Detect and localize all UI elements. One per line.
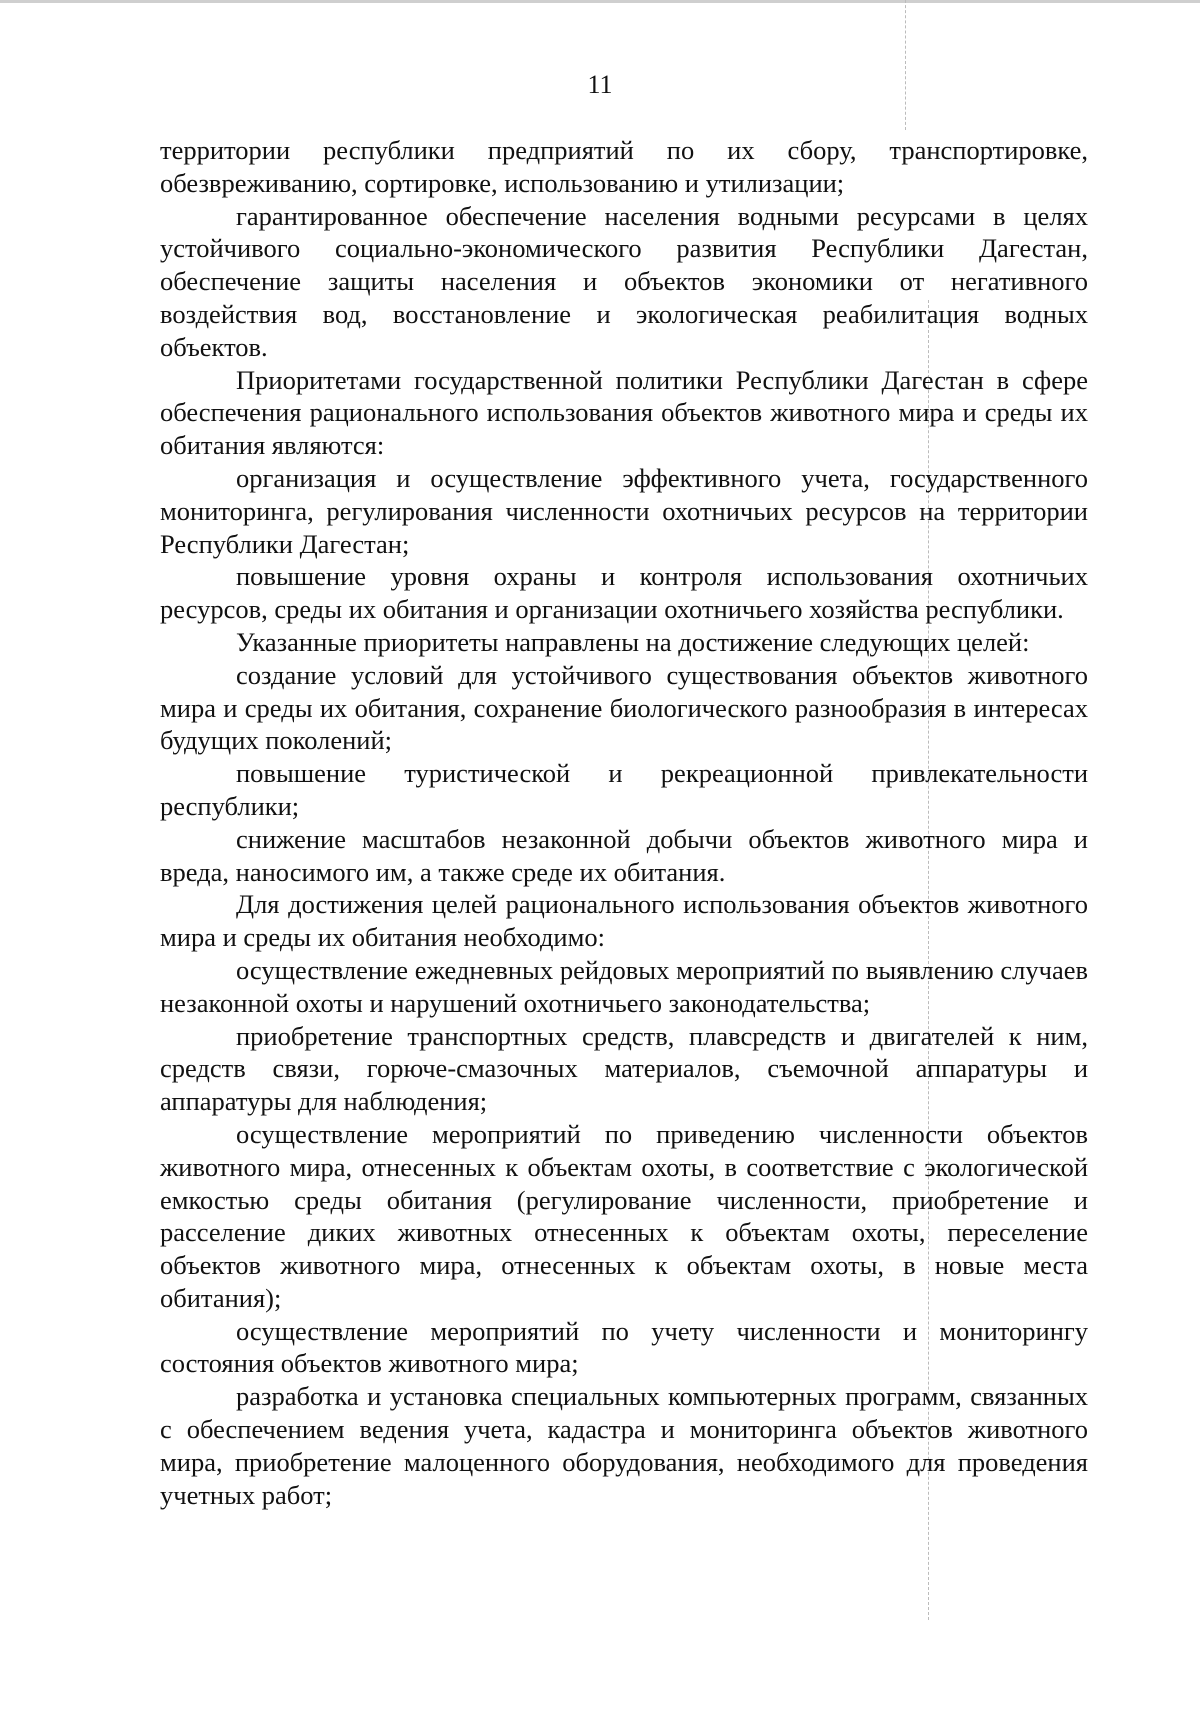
page-number: 11 [587,70,613,99]
paragraph: Приоритетами государственной политики Республики Дагестан в сфере обеспечения рационального использования объектов животного мира и среды их обитания являются: [160,364,1088,461]
paragraph: осуществление мероприятий по учету численности и мониторингу состояния объектов животного мира; [160,1315,1088,1379]
paragraph: приобретение транспортных средств, плавсредств и двигателей к ним, средств связи, горюче-смазочных материалов, съемочной аппаратуры и аппаратуры для наблюдения; [160,1020,1088,1117]
scan-top-edge [0,0,1200,3]
paragraph: снижение масштабов незаконной добычи объектов животного мира и вреда, наносимого им, а также среде их обитания. [160,823,1088,887]
scan-artifact-line [905,0,906,130]
paragraph: территории республики предприятий по их сбору, транспортировке, обезвреживанию, сортировке, использованию и утилизации; [160,135,1088,198]
paragraph: Указанные приоритеты направлены на достижение следующих целей: [236,626,1030,657]
paragraph: гарантированное обеспечение населения водными ресурсами в целях устойчивого социально-экономического развития Республики Дагестан, обеспечение защиты населения и объектов экономики от негативного воздействия вод, восстановление и экологическая реабилитация водных объектов. [160,200,1088,362]
paragraph: осуществление ежедневных рейдовых мероприятий по выявлению случаев незаконной охоты и нарушений охотничьего законодательства; [160,954,1088,1018]
paragraph: повышение туристической и рекреационной привлекательности республики; [160,758,1088,821]
paragraph: Для достижения целей рационального использования объектов животного мира и среды их обитания необходимо: [160,889,1088,953]
paragraph: повышение уровня охраны и контроля использования охотничьих ресурсов, среды их обитания и организации охотничьего хозяйства республики. [160,561,1088,625]
paragraph: разработка и установка специальных компьютерных программ, связанных с обеспечением ведения учета, кадастра и мониторинга объектов животного мира, приобретение малоценного оборудования, необходимого для проведения учетных работ; [160,1381,1088,1510]
document-body [160,134,1088,1511]
paragraph: осуществление мероприятий по приведению численности объектов животного мира, отнесенных к объектам охоты, в соответствие с экологической емкостью среды обитания (регулирование численности, приобретение и расселение диких животных отнесенных к объектам охоты, переселение объектов животного мира, отнесенных к объектам охоты, в новые места обитания); [160,1118,1088,1313]
paragraph: организация и осуществление эффективного учета, государственного мониторинга, регулирования численности охотничьих ресурсов на территории Республики Дагестан; [160,462,1088,559]
paragraph: создание условий для устойчивого существования объектов животного мира и среды их обитания, сохранение биологического разнообразия в интересах будущих поколений; [160,659,1088,756]
